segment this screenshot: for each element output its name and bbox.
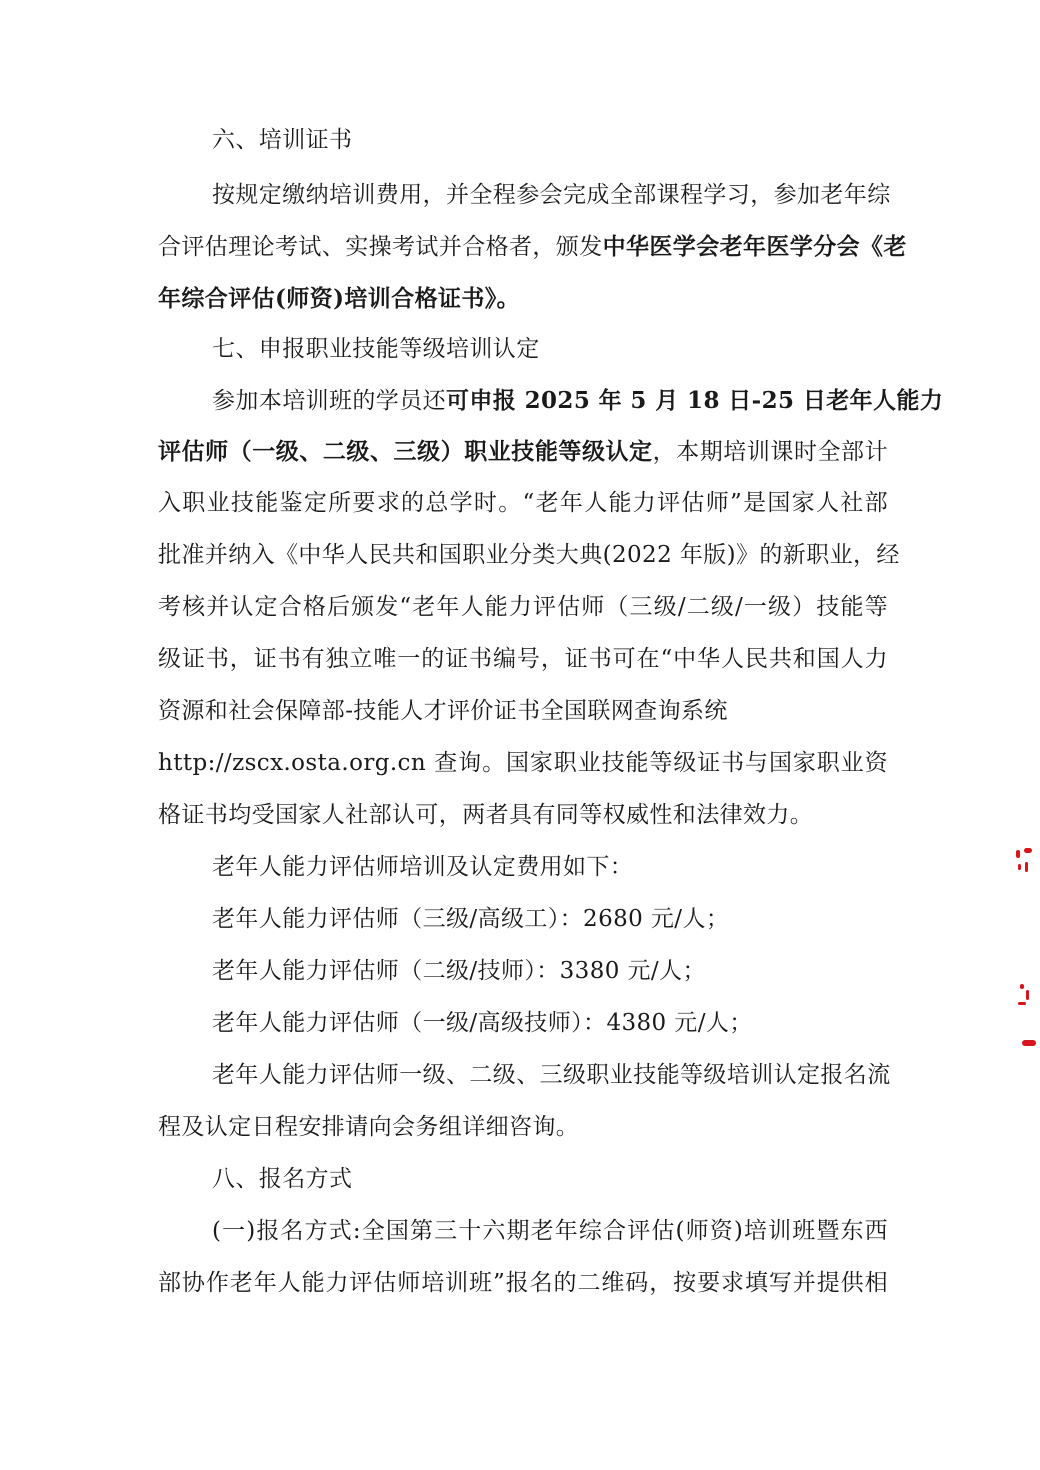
section-heading-8: 八、报名方式 (212, 1166, 353, 1192)
paragraph-8-line-2: 部协作老年人能力评估师培训班”报名的二维码，按要求填写并提供相 (158, 1270, 888, 1296)
paragraph-7-line-7: 资源和社会保障部-技能人才评价证书全国联网查询系统 (158, 698, 728, 724)
flow-line-2: 程及认定日程安排请向会务组详细咨询。 (158, 1114, 580, 1140)
seal-mark-bottom (1008, 980, 1038, 1050)
paragraph-7-line-5: 考核并认定合格后颁发“老年人能力评估师（三级/二级/一级）技能等 (158, 594, 888, 620)
paragraph-6-text: 合评估理论考试、实操考试并合格者，颁发 (158, 234, 603, 260)
paragraph-7-line-3: 入职业技能鉴定所要求的总学时。“老年人能力评估师”是国家人社部 (158, 490, 888, 516)
paragraph-7-line-1 (212, 386, 944, 416)
section-heading-7: 七、申报职业技能等级培训认定 (212, 336, 540, 362)
fees-intro: 老年人能力评估师培训及认定费用如下： (212, 854, 634, 880)
certificate-issuer: 中华医学会老年医学分会《老 (602, 233, 907, 260)
paragraph-7-line-9: 格证书均受国家人社部认可，两者具有同等权威性和法律效力。 (158, 802, 814, 828)
paragraph-6-line-2 (158, 232, 907, 262)
fee-item-level-1: 老年人能力评估师（一级/高级技师）：4380 元/人； (212, 1010, 753, 1036)
seal-mark-top (1008, 846, 1038, 896)
certification-levels-highlight: 评估师（一级、二级、三级）职业技能等级认定 (158, 438, 653, 465)
paragraph-7-text: ，本期培训课时全部计 (652, 439, 889, 465)
paragraph-7-line-2 (158, 437, 888, 467)
certificate-name: 年综合评估(师资)培训合格证书》。 (158, 285, 521, 312)
paragraph-8-line-1: (一)报名方式:全国第三十六期老年综合评估(师资)培训班暨东西 (212, 1218, 888, 1244)
paragraph-7-line-8: http://zscx.osta.org.cn 查询。国家职业技能等级证书与国家职业资 (158, 750, 888, 776)
paragraph-7-text: 参加本培训班的学员还 (212, 388, 446, 414)
fee-item-level-2: 老年人能力评估师（二级/技师）：3380 元/人； (212, 958, 706, 984)
paragraph-7-line-4: 批准并纳入《中华人民共和国职业分类大典(2022 年版)》的新职业，经 (158, 542, 900, 568)
flow-line-1: 老年人能力评估师一级、二级、三级职业技能等级培训认定报名流 (212, 1062, 891, 1088)
section-heading-6: 六、培训证书 (212, 127, 353, 153)
apply-date-highlight: 可申报 2025 年 5 月 18 日-25 日老年人能力 (446, 387, 944, 414)
paragraph-7-line-6: 级证书，证书有独立唯一的证书编号，证书可在“中华人民共和国人力 (158, 646, 888, 672)
paragraph-6-line-1: 按规定缴纳培训费用，并全程参会完成全部课程学习，参加老年综 (212, 182, 891, 208)
fee-item-level-3: 老年人能力评估师（三级/高级工）：2680 元/人； (212, 906, 730, 932)
